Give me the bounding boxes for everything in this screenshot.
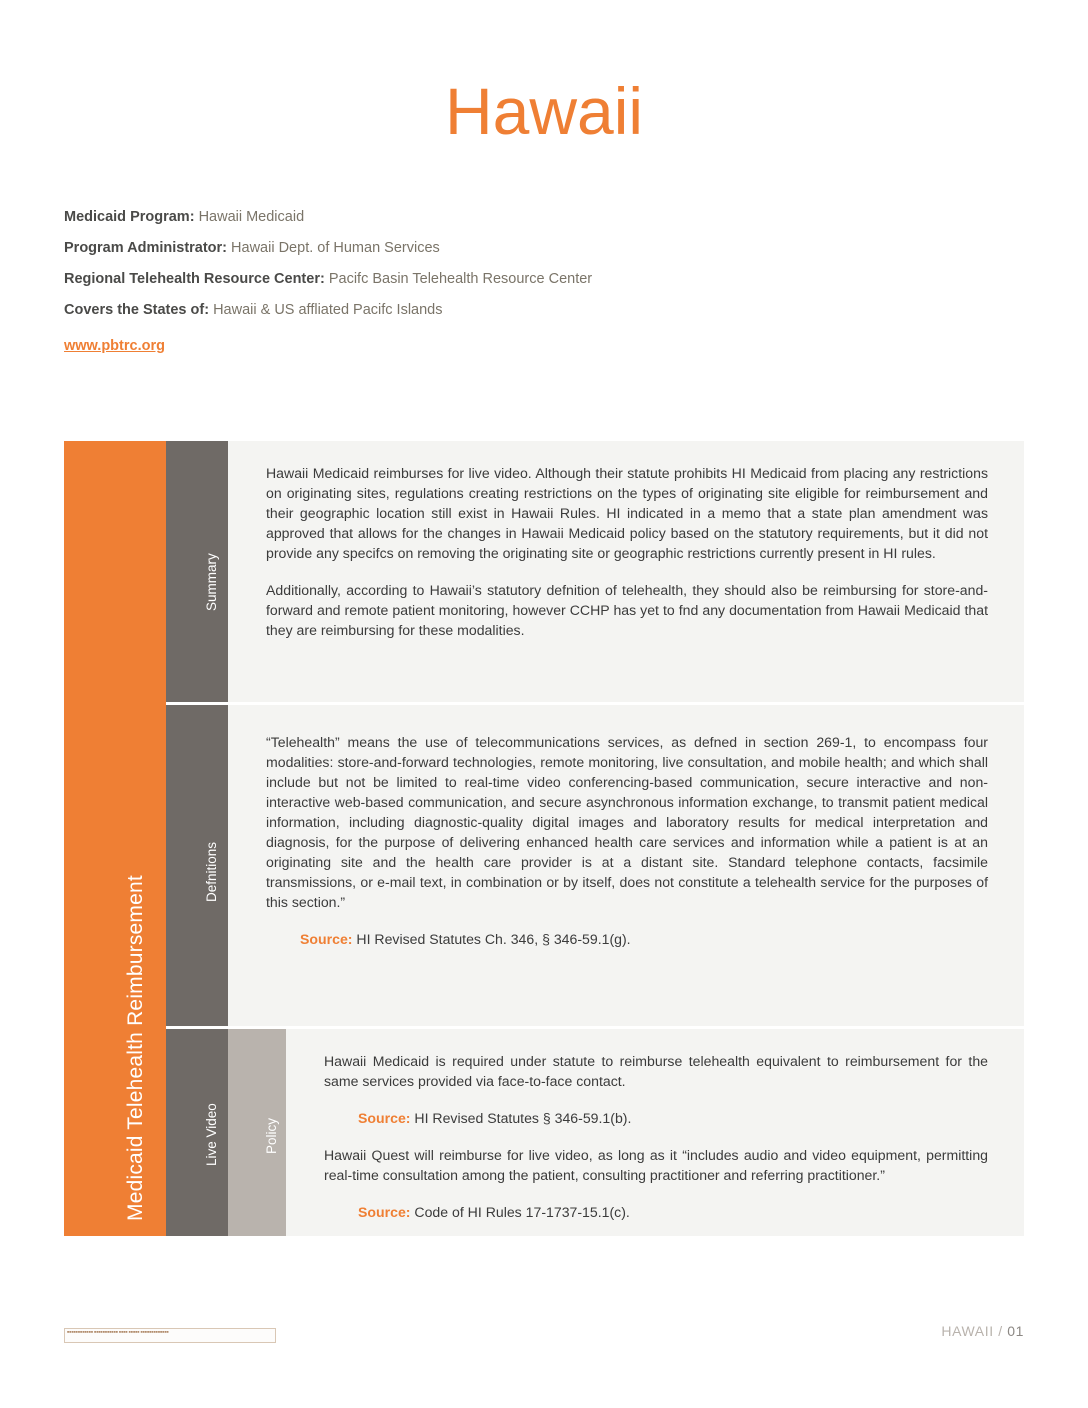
footer-fine-print-text: ■■■■■■■■■■■■ ■■■■■■■■■■■ ■■■■ ■■■■■ ■■■■■■■■■■■■■ (67, 1330, 169, 1334)
meta-label: Covers the States of: (64, 302, 210, 319)
source-text: HI Revised Statutes Ch. 346, § 346-59.1(g). (356, 931, 631, 947)
paragraph: Additionally, according to Hawaii’s statutory defnition of telehealth, they should also be reimbursing for store-and-forward and remote patient monitoring, however CCHP has yet to fnd any documentation from Hawaii Medicaid that they are reimbursing for these modalities. (266, 582, 988, 638)
paragraph: Hawaii Quest will reimburse for live video, as long as it “includes audio and video equipment, permitting real-time consultation among the patient, consulting practitioner and referring practitioner.” (324, 1147, 988, 1183)
content-cell-live-video-policy (286, 1029, 1024, 1236)
table-row (166, 441, 1024, 702)
category-cell-definitions (166, 705, 228, 1026)
source-text: Code of HI Rules 17-1737-15.1(c). (414, 1204, 630, 1220)
footer-page-number: 01 (1007, 1323, 1024, 1339)
paragraph: Hawaii Medicaid is required under statute to reimburse telehealth equivalent to reimbursement for the same services provided via face-to-face contact. (324, 1053, 988, 1089)
table-row (166, 705, 1024, 1026)
footer-fine-print (64, 1328, 276, 1343)
paragraph: Hawaii Medicaid reimburses for live video. Although their statute prohibits HI Medicaid from placing any restrictions on originating sites, regulations creating restrictions on the types of originating site eligible for reimbursement and their geographic location still exist in Hawaii Rules. HI indicated in a memo that a state plan amendment was approved that allows for the changes in Hawaii Medicaid policy based on the statutory requirements, but it did not provide any specifcs on removing the originating site or geographic restrictions currently present in HI rules. (266, 465, 988, 561)
meta-row-medicaid-program (64, 208, 964, 226)
meta-row-program-administrator (64, 239, 964, 257)
meta-row-regional-telehealth-resource-center (64, 270, 964, 288)
source-text: HI Revised Statutes § 346-59.1(b). (414, 1110, 632, 1126)
category-label: Summary (204, 553, 219, 611)
meta-label: Regional Telehealth Resource Center: (64, 271, 325, 288)
subcategory-cell-policy (228, 1029, 286, 1236)
footer-separator: / (998, 1323, 1003, 1339)
meta-block (64, 208, 964, 355)
content-cell-summary (228, 441, 1024, 702)
table-spine (64, 441, 166, 1236)
source-label: Source: (358, 1110, 411, 1126)
paragraph: “Telehealth” means the use of telecommunications services, as defned in section 269-1, to encompass four modalities: store-and-forward technologies, remote monitoring, live consultation, and mobile health; and which shall include but not be limited to real-time video conferencing-based communication, secure interactive and non-interactive web-based communication, and secure asynchronous information exchange, to transmit patient medical information, including diagnostic-quality digital images and laboratory results for medical interpretation and diagnosis, for the purpose of delivering enhanced health care services and information while a patient is at an originating site and the health care provider is at a distant site. Standard telephone contacts, facsimile transmissions, or e-mail text, in combination or by itself, does not constitute a telehealth service for the purposes of this section.” (266, 734, 988, 910)
meta-row-covers-the-states-of (64, 301, 964, 319)
content-cell-definitions (228, 705, 1024, 1026)
meta-value: Hawaii & US affliated Pacifc Islands (213, 302, 443, 319)
page-title: Hawaii (444, 74, 644, 148)
meta-value: Hawaii Medicaid (198, 209, 305, 225)
subcategory-label: Policy (264, 1117, 279, 1154)
meta-label: Program Administrator: (64, 240, 228, 257)
source-note (324, 1108, 988, 1128)
category-label: Defnitions (204, 841, 219, 902)
category-cell-live-video (166, 1029, 228, 1236)
source-note (266, 929, 988, 949)
meta-value: Pacifc Basin Telehealth Resource Center (328, 271, 593, 288)
meta-label: Medicaid Program: (64, 209, 195, 225)
spine-label: Medicaid Telehealth Reimbursement (124, 875, 147, 1221)
footer-state: HAWAII (941, 1323, 994, 1339)
source-note (324, 1202, 988, 1222)
category-label: Live Video (204, 1103, 219, 1166)
category-cell-summary (166, 441, 228, 702)
footer-page-indicator (941, 1323, 1024, 1339)
website-link[interactable]: www.pbtrc.org (64, 337, 165, 354)
reimbursement-table (64, 441, 1024, 1236)
table-row (166, 1029, 1024, 1236)
source-label: Source: (300, 931, 353, 947)
meta-value: Hawaii Dept. of Human Services (231, 240, 440, 257)
source-label: Source: (358, 1204, 411, 1220)
